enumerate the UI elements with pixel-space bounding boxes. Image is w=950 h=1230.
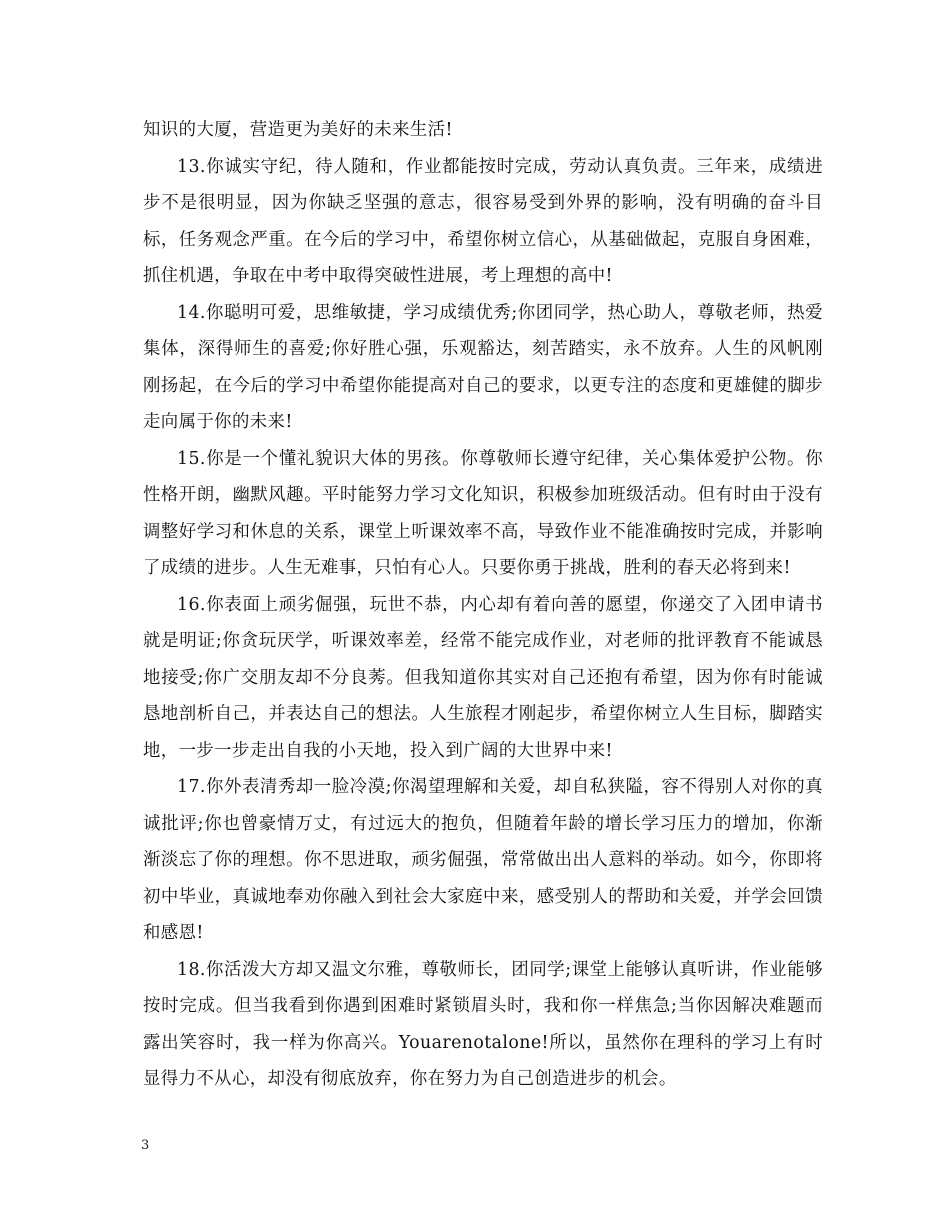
paragraph-15: 15.你是一个懂礼貌识大体的男孩。你尊敬师长遵守纪律，关心集体爱护公物。你性格开朗，幽默风趣。平时能努力学习文化知识，积极参加班级活动。但有时由于没有调整好学习和休息的关系，课堂上听课效率不高，导致作业不能准确按时完成，并影响了成绩的进步。人生无难事，只怕有心人。只要你勇于挑战，胜利的春天必将到来!: [143, 448, 823, 578]
paragraph-intro-tail: 知识的大厦，营造更为美好的未来生活!: [143, 120, 453, 140]
paragraph-16: 16.你表面上顽劣倔强，玩世不恭，内心却有着向善的愿望，你递交了入团申请书就是明证;你贪玩厌学，听课效率差，经常不能完成作业，对老师的批评教育不能诚恳地接受;你广交朋友却不分良莠。但我知道你其实对自己还抱有希望，因为你有时能诚恳地剖析自己，并表达自己的想法。人生旅程才刚起步，希望你树立人生目标，脚踏实地，一步一步走出自我的小天地，投入到广阔的大世界中来!: [143, 594, 823, 761]
paragraph-17: 17.你外表清秀却一脸冷漠;你渴望理解和关爱，却自私狭隘，容不得别人对你的真诚批评;你也曾豪情万丈，有过远大的抱负，但随着年龄的增长学习压力的增加，你渐渐淡忘了你的理想。你不思进取，顽劣倔强，常常做出出人意料的举动。如今，你即将初中毕业，真诚地奉劝你融入到社会大家庭中来，感受别人的帮助和关爱，并学会回馈和感恩!: [143, 777, 823, 943]
paragraph-14: 14.你聪明可爱，思维敏捷，学习成绩优秀;你团同学，热心助人，尊敬老师，热爱集体，深得师生的喜爱;你好胜心强，乐观豁达，刻苦踏实，永不放弃。人生的风帆刚刚扬起，在今后的学习中希望你能提高对自己的要求，以更专注的态度和更雄健的脚步走向属于你的未来!: [143, 302, 823, 432]
document-body: [143, 112, 823, 1098]
page-number: 3: [141, 1138, 150, 1153]
paragraph-13: 13.你诚实守纪，待人随和，作业都能按时完成，劳动认真负责。三年来，成绩进步不是很明显，因为你缺乏坚强的意志，很容易受到外界的影响，没有明确的奋斗目标，任务观念严重。在今后的学习中，希望你树立信心，从基础做起，克服自身困难，抓住机遇，争取在中考中取得突破性进展，考上理想的高中!: [143, 156, 823, 286]
paragraph-18: 18.你活泼大方却又温文尔雅，尊敬师长，团同学;课堂上能够认真听讲，作业能够按时完成。但当我看到你遇到困难时紧锁眉头时，我和你一样焦急;当你因解决难题而露出笑容时，我一样为你高兴。Youarenotalone!所以，虽然你在理科的学习上有时显得力不从心，却没有彻底放弃，你在努力为自己创造进步的机会。: [143, 959, 823, 1089]
